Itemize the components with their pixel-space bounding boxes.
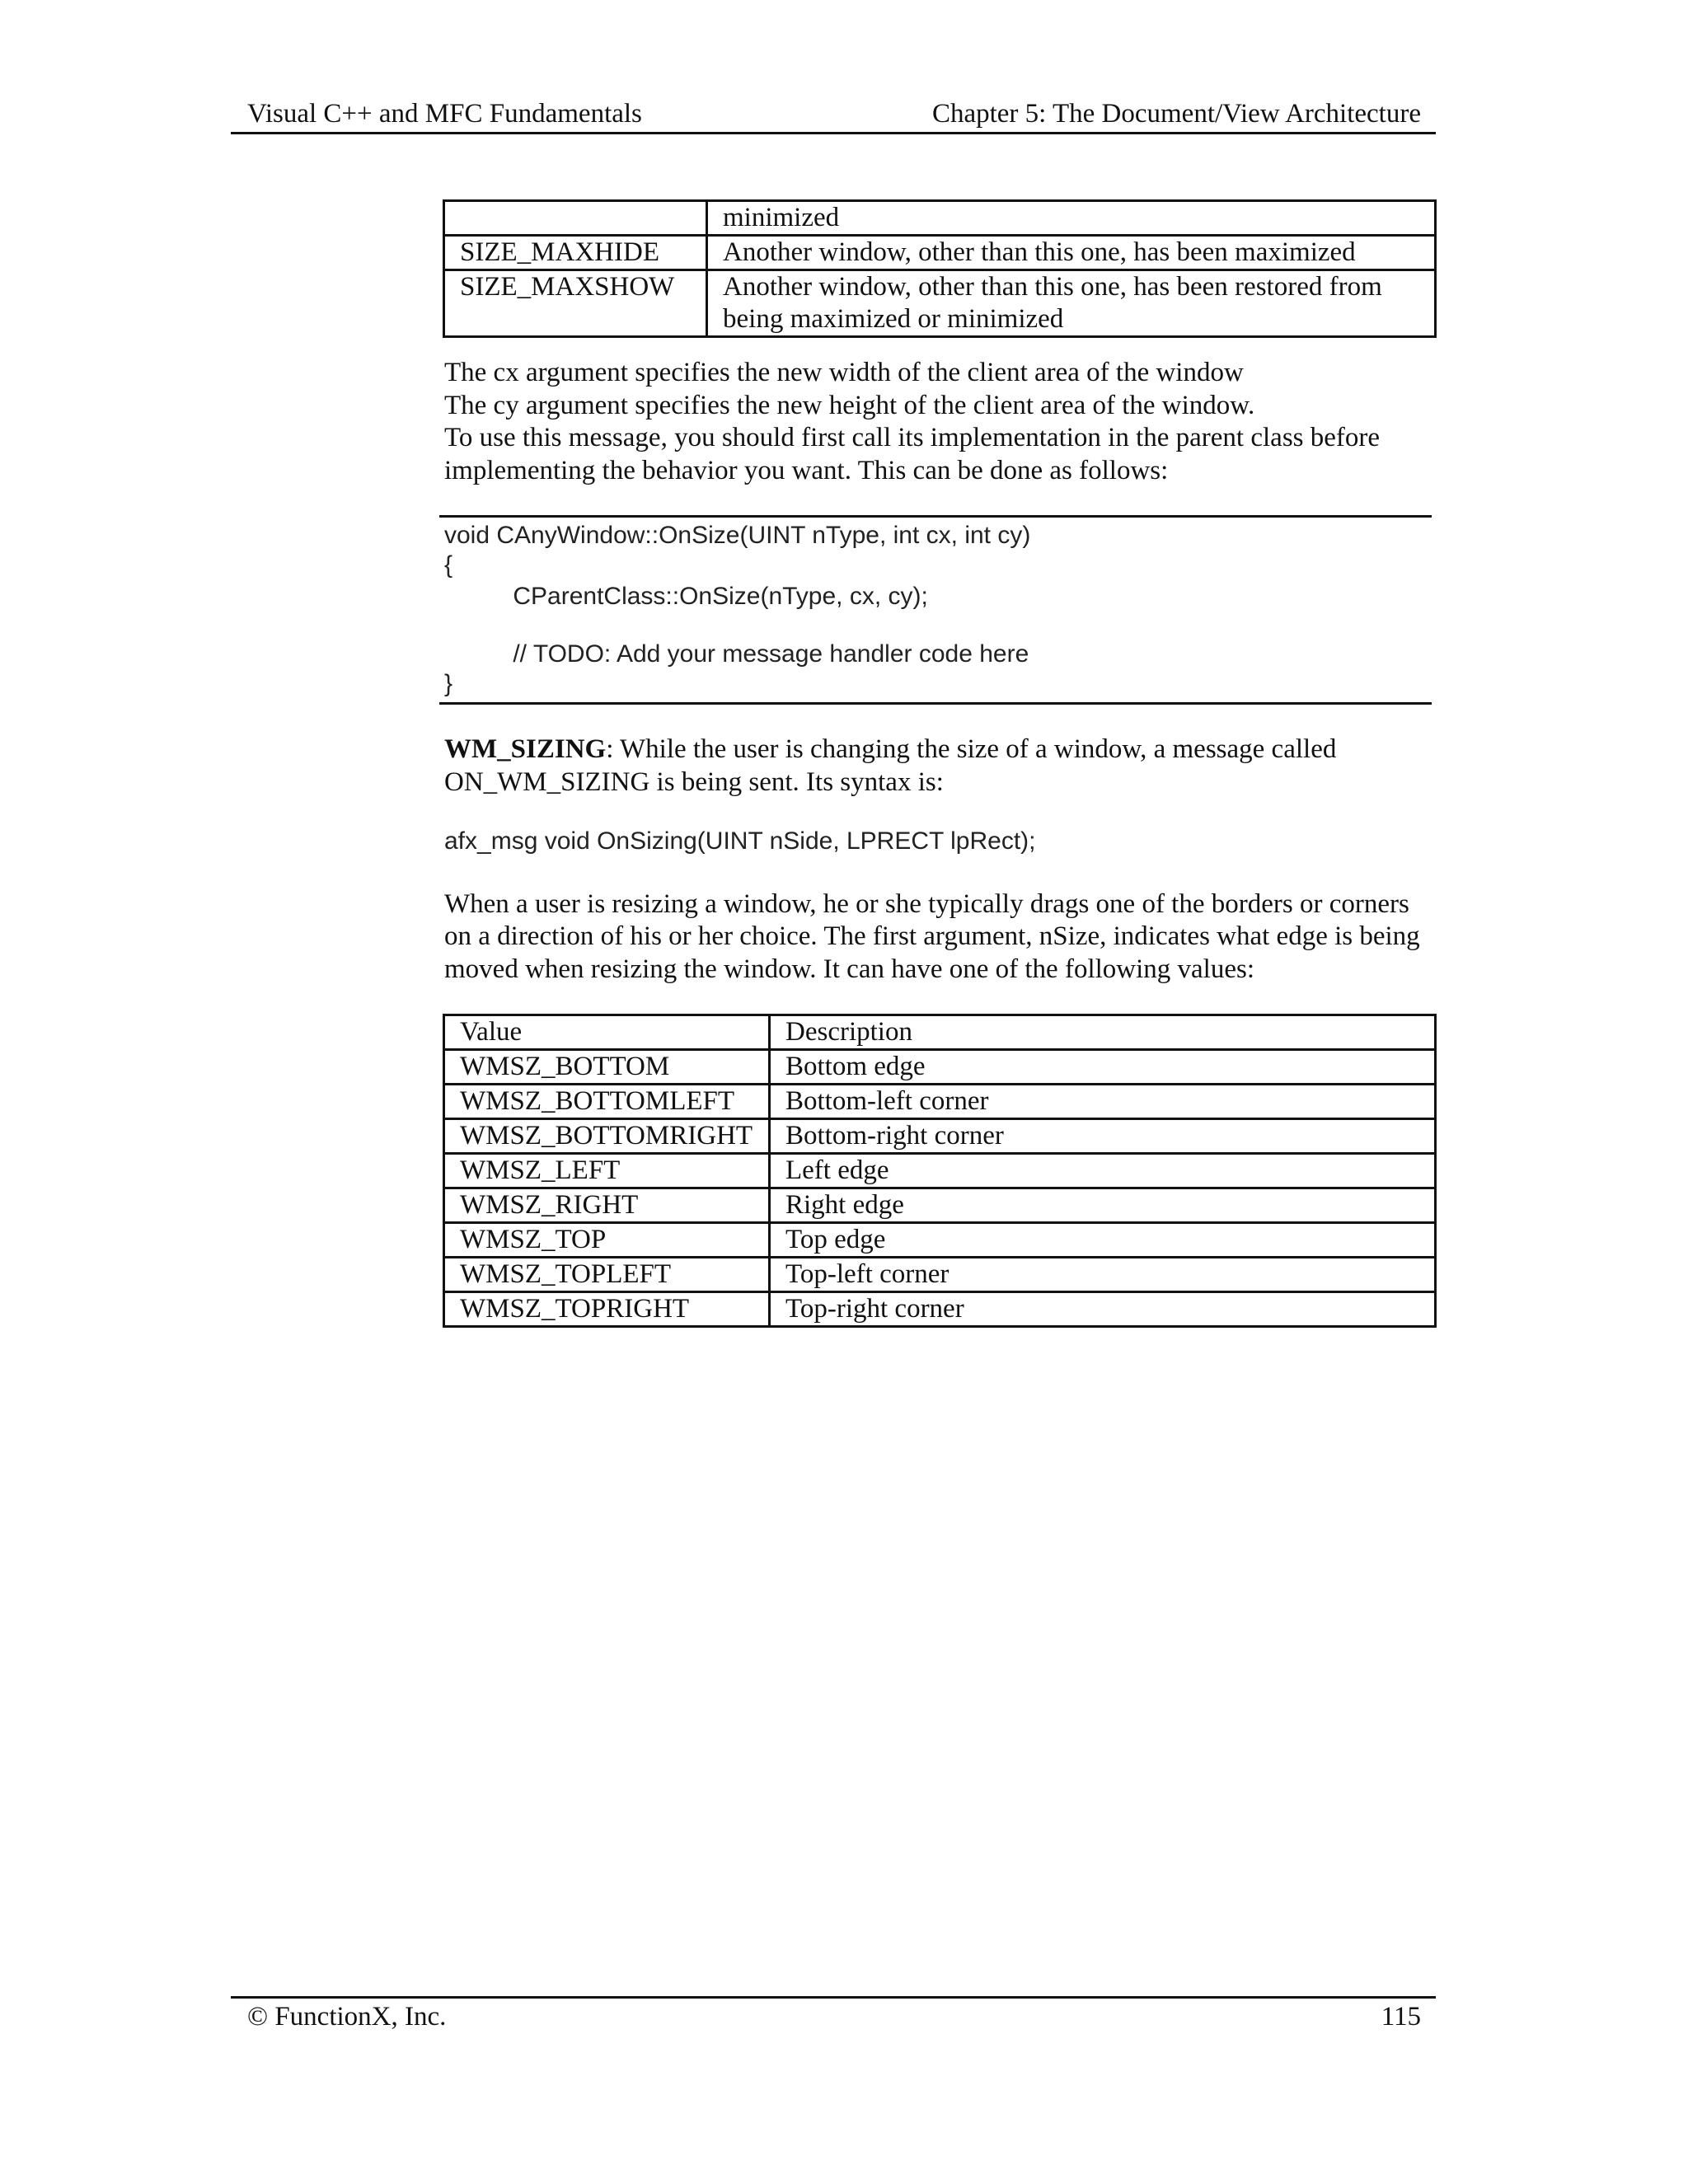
running-header-chapter: Chapter 5: The Document/View Architecture: [931, 99, 1421, 129]
table-row: [444, 236, 1436, 270]
table-row: [444, 1258, 1436, 1292]
table-header-row: [444, 1015, 1436, 1050]
footer-copyright: © FunctionX, Inc.: [247, 2002, 447, 2032]
paragraph-use-line1: To use this message, you should first call its implementation in the parent class before: [444, 423, 1381, 452]
table-cell: WMSZ_TOPRIGHT: [444, 1292, 770, 1327]
footer-rule: [231, 1996, 1436, 1999]
table-row: [444, 1119, 1436, 1154]
table-row: [444, 201, 1436, 236]
table-cell: WMSZ_BOTTOMRIGHT: [444, 1119, 770, 1154]
table-row: [444, 1050, 1436, 1085]
wm-sizing-desc-line3: moved when resizing the window. It can have one of the following values:: [444, 954, 1255, 984]
table-cell: [444, 201, 707, 236]
table-cell: Bottom edge: [770, 1050, 1436, 1085]
table-cell: WMSZ_BOTTOMLEFT: [444, 1085, 770, 1119]
table-cell: Another window, other than this one, has been restored from being maximized or minimized: [707, 270, 1436, 337]
table-cell: WMSZ_TOPLEFT: [444, 1258, 770, 1292]
wm-sizing-text: : While the user is changing the size of a window, a message called: [606, 734, 1337, 764]
code-top-rule: [439, 515, 1432, 518]
table-row: [444, 1085, 1436, 1119]
table-header-cell: Description: [770, 1015, 1436, 1050]
table-row: [444, 270, 1436, 337]
table-cell: SIZE_MAXSHOW: [444, 270, 707, 337]
table-cell: Top-left corner: [770, 1258, 1436, 1292]
paragraph-use-line2: implementing the behavior you want. This can be done as follows:: [444, 456, 1169, 485]
size-types-table: [443, 199, 1437, 338]
paragraph-cx: The cx argument specifies the new width of the client area of the window: [444, 358, 1244, 387]
code-line: }: [444, 670, 453, 697]
table-cell: Right edge: [770, 1188, 1436, 1223]
table-cell: Another window, other than this one, has been maximized: [707, 236, 1436, 270]
header-rule: [231, 132, 1436, 134]
code-line: void CAnyWindow::OnSize(UINT nType, int cx, int cy): [444, 522, 1031, 549]
wm-sizing-intro-line2: ON_WM_SIZING is being sent. Its syntax is:: [444, 767, 944, 797]
running-header-title: Visual C++ and MFC Fundamentals: [247, 99, 642, 129]
wm-sizing-intro-line1: [444, 733, 1442, 766]
table-header-cell: Value: [444, 1015, 770, 1050]
table-row: [444, 1188, 1436, 1223]
table-cell: Top edge: [770, 1223, 1436, 1258]
table-row: [444, 1154, 1436, 1188]
table-row: [444, 1292, 1436, 1327]
wm-sizing-desc-line1: When a user is resizing a window, he or she typically drags one of the borders or corners: [444, 889, 1409, 919]
table-cell: WMSZ_TOP: [444, 1223, 770, 1258]
table-cell: Bottom-right corner: [770, 1119, 1436, 1154]
table-cell: minimized: [707, 201, 1436, 236]
code-bottom-rule: [439, 702, 1432, 705]
table-cell: Left edge: [770, 1154, 1436, 1188]
wm-sizing-term: WM_SIZING: [444, 734, 607, 764]
table-row: [444, 1223, 1436, 1258]
table-cell: WMSZ_LEFT: [444, 1154, 770, 1188]
paragraph-cy: The cy argument specifies the new height of the client area of the window.: [444, 391, 1255, 420]
wm-sizing-syntax: afx_msg void OnSizing(UINT nSide, LPRECT lpRect);: [444, 827, 1036, 855]
wmsz-values-table: [443, 1014, 1437, 1328]
wm-sizing-desc-line2: on a direction of his or her choice. The first argument, nSize, indicates what edge is being: [444, 921, 1420, 951]
table-cell: Bottom-left corner: [770, 1085, 1436, 1119]
table-cell: SIZE_MAXHIDE: [444, 236, 707, 270]
code-line: // TODO: Add your message handler code here: [444, 640, 1029, 668]
table-cell: WMSZ_BOTTOM: [444, 1050, 770, 1085]
code-line: {: [444, 551, 453, 579]
table-cell: Top-right corner: [770, 1292, 1436, 1327]
table-cell: WMSZ_RIGHT: [444, 1188, 770, 1223]
page-number: 115: [1381, 2002, 1421, 2032]
code-line: CParentClass::OnSize(nType, cx, cy);: [444, 583, 928, 610]
